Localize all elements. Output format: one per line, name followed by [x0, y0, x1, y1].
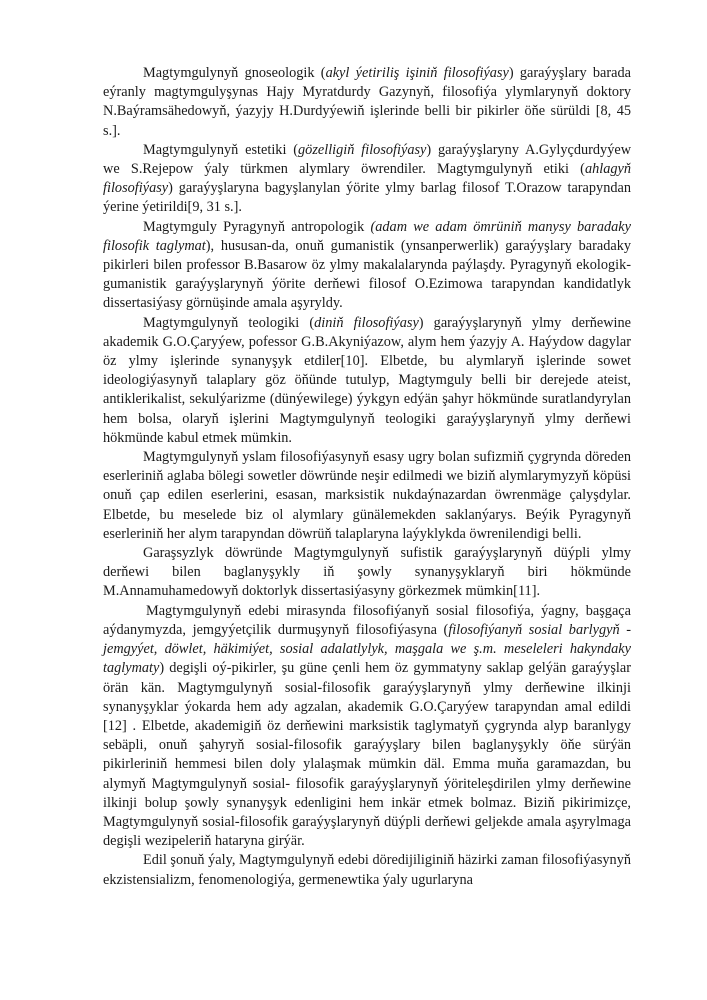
text-run: Magtymgulynyň edebi mirasynda filosofiýanyň sosial filosofiýa, ýagny, başgaça aýdanymyzda, jemgyýetçilik durmuşynyň filosofiýasyna ( [103, 602, 631, 638]
text-run: ) garaýyşlaryny A.Gylyçdurdyýew we S.Rejepow ýaly türkmen alymlary öwrendiler. Magtymgulynyň etiki ( [103, 141, 632, 178]
text-run: Magtymguly Pyragynyň antropologik [143, 218, 371, 235]
paragraph-theology [103, 314, 631, 448]
paragraph-gnoseology [103, 64, 631, 141]
text-run: ), hususan-da, onuň gumanistik (ynsanperwerlik) garaýyşlary baradaky pikirleri bilen professor B.Basarow öz ylmy makalalarynda paýlaşdy. Pyragynyň ekologik-gumanistik garaýyşlarynyň ýörite derňewi filosof O.Ezimowa tarapyndan kandidatlyk dissertasiýasy görnüşinde amala aşyryldy. [103, 237, 631, 312]
italic-term: diniň filosofiýasy [314, 314, 419, 331]
text-run: ) garaýyşlary barada eýranly magtymgulyşynas Hajy Myratdurdy Gazynyň, filosofiýa ylymlarynyň doktory N.Baýramsähedowyň, ýazyjy H.Durdyýewiň işlerinde belli bir pikirler öňe sürüldi [8, 45 s.]. [103, 65, 631, 139]
paragraph-independence [103, 544, 631, 602]
paragraph-anthropology [103, 218, 631, 314]
italic-term: (adam we adam ömrüniň manysy baradaky filosofik taglymat [103, 218, 631, 254]
text-run: Magtymgulynyň yslam filosofiýasynyň esasy ugry bolan sufizmiň çygrynda döreden eserleriniň aglaba bölegi sowetler döwründe neşir edilmedi we biziň alymlarymyzyň köpüsi onuň çap edilen eserlerini, esasan, marksistik nukdaýnazardan öwrenmäge çalyşdylar. Elbetde, bu meselede biz ol alymlary günälemekden saklanýarys. Beýik Pyragynyň eserleriniň her alym tarapyndan döwrüň talaplaryna laýyklykda öwrenilendigi belli. [103, 449, 631, 542]
text-run: Magtymgulynyň teologiki ( [143, 314, 315, 331]
text-run: ) garaýyşlaryna bagyşlanylan ýörite ylmy barlag filosof T.Orazow tarapyndan ýerine ýetirildi[9, 31 s.]. [103, 180, 631, 216]
italic-term: filosofiýanyň sosial barlygyň - jemgyýet, döwlet, häkimiýet, sosial adalatlylyk, maşgala we ş.m. meseleleri hakyndaky taglymaty [103, 621, 632, 677]
text-run: Garaşsyzlyk döwründe Magtymgulynyň sufistik garaýyşlarynyň düýpli ylmy derňewi bilen baglanyşykly iň şowly synanyşyklaryň biri hökmünde M.Annamuhamedowyň doktorlyk dissertasiýasyny görkezmek mümkin[11]. [103, 545, 631, 600]
paragraph-social-philosophy [103, 602, 631, 852]
paragraph-sufism [103, 448, 631, 544]
italic-term: gözelligiň filosofiýasy [298, 141, 427, 158]
italic-term: ahlagyň filosofiýasy [103, 161, 631, 197]
paragraph-aesthetics-ethics [103, 141, 631, 218]
document-page [103, 64, 631, 890]
text-run: ) garaýyşlarynyň ylmy derňewine akademik G.O.Çaryýew, pofessor G.B.Akyniýazow, alym hem ýazyjy A. Haýydow dagylar öz ylmy işlerinde synanyşyk etdiler[10]. Elbetde, bu alymlaryň işlerinde sowet ideologiýasynyň talaplary göz öňünde tutulyp, Magtymguly belli bir derejede ateist, antiklerikalist, sekulýarizme (dünýewilege) ýykgyn edýän şahyr hökmünde suratlandyrylan hem bolsa, olaryň işlerini Magtymgulynyň teologiki garaýyşlarynyň ylmy derňewi hökmünde kabul etmek mümkin. [103, 314, 631, 446]
paragraph-contemporary [103, 851, 631, 889]
text-run: Magtymgulynyň estetiki ( [143, 141, 299, 158]
text-run: Magtymgulynyň gnoseologik ( [143, 65, 326, 81]
text-run: ) degişli oý-pikirler, şu güne çenli hem öz gymmatyny saklap gelýän garaýyşlar örän kän. Magtymgulynyň sosial-filosofik garaýyşlarynyň ylmy derňewine ilkinji synanyşyklar ýokarda hem ady agzalan, akademik G.O.Çaryýew tarapyndan amal edildi [12] . Elbetde, akademigiň öz derňewini marksistik taglymatyň çygrynda alyp baranlygy sebäpli, onuň şahyryň sosial-filosofik garaýyşlary bilen baglanyşykly öňe sürýän pikirleriniň hemmesi bilen doly ylalaşmak mümkin däl. Emma muňa garamazdan, bu alymyň Magtymgulynyň sosial- filosofik garaýyşlarynyň ýöriteleşdirilen ylmy derňewine ilkinji bolup şowly synanyşyk edenligini hem inkär etmek bolmaz. Biziň pikirimizçe, Magtymgulynyň sosial-filosofik garaýyşlarynyň düýpli derňewi geljekde amala aşyrylmaga degişli wezipeleriň hataryna girýär. [103, 660, 631, 850]
text-run: Edil şonuň ýaly, Magtymgulynyň edebi döredijiliginiň häzirki zaman filosofiýasynyň ekzistensializm, fenomenologiýa, germenewtika ýaly ugurlaryna [103, 852, 631, 888]
italic-term: akyl ýetiriliş işiniň filosofiýasy [325, 65, 509, 81]
